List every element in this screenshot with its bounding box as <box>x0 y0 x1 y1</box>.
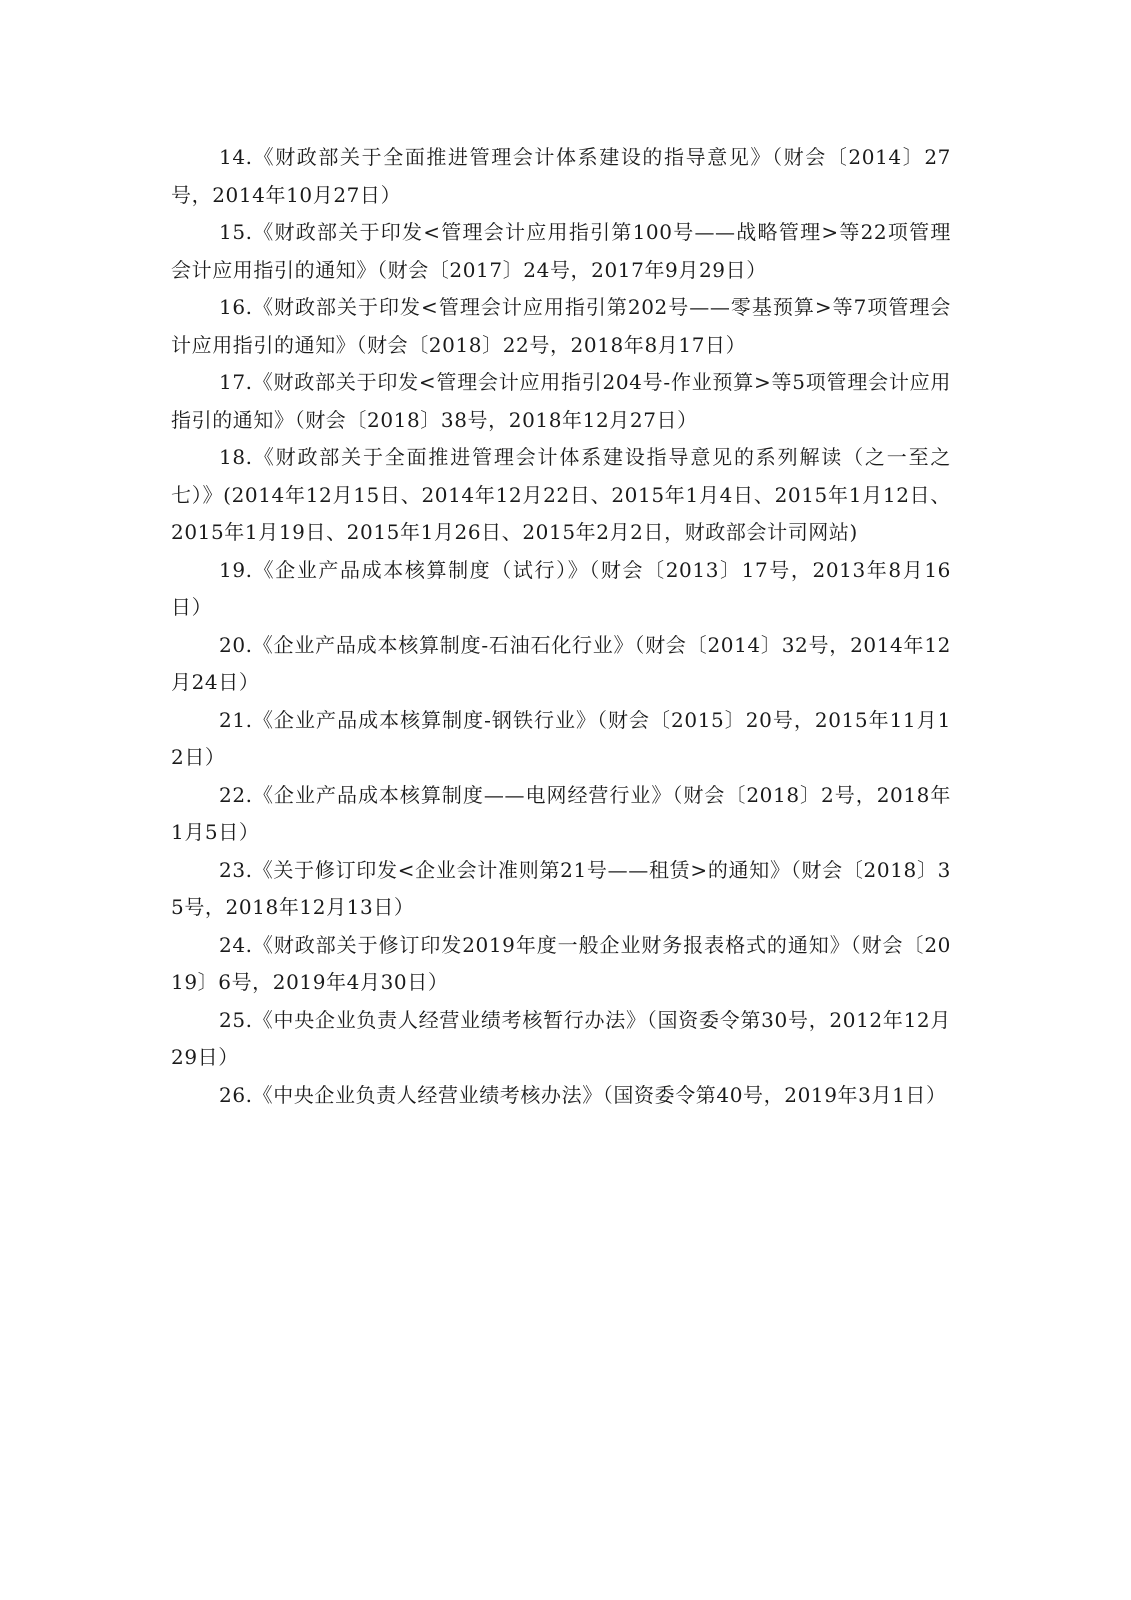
reference-item-22: 22.《企业产品成本核算制度——电网经营行业》（财会〔2018〕2号，2018年1月5日） <box>171 782 951 844</box>
reference-list <box>171 139 951 1114</box>
reference-item-21: 21.《企业产品成本核算制度-钢铁行业》（财会〔2015〕20号，2015年11月12日） <box>171 707 951 769</box>
reference-item-14: 14.《财政部关于全面推进管理会计体系建设的指导意见》（财会〔2014〕27号，2014年10月27日） <box>171 145 951 207</box>
reference-item-20: 20.《企业产品成本核算制度-石油石化行业》（财会〔2014〕32号，2014年12月24日） <box>171 632 951 694</box>
reference-item-26: 26.《中央企业负责人经营业绩考核办法》（国资委令第40号，2019年3月1日） <box>219 1082 947 1107</box>
reference-item-18: 18.《财政部关于全面推进管理会计体系建设指导意见的系列解读（之一至之七）》(2014年12月15日、2014年12月22日、2015年1月4日、2015年1月12日、2015年1月19日、2015年1月26日、2015年2月2日，财政部会计司网站) <box>171 445 951 544</box>
reference-item-19: 19.《企业产品成本核算制度（试行）》（财会〔2013〕17号，2013年8月16日） <box>171 557 951 619</box>
reference-item-17: 17.《财政部关于印发<管理会计应用指引204号-作业预算>等5项管理会计应用指引的通知》（财会〔2018〕38号，2018年12月27日） <box>171 370 951 432</box>
reference-item-25: 25.《中央企业负责人经营业绩考核暂行办法》（国资委令第30号，2012年12月29日） <box>171 1007 951 1069</box>
reference-item-16: 16.《财政部关于印发<管理会计应用指引第202号——零基预算>等7项管理会计应用指引的通知》（财会〔2018〕22号，2018年8月17日） <box>171 295 951 357</box>
reference-item-23: 23.《关于修订印发<企业会计准则第21号——租赁>的通知》（财会〔2018〕35号，2018年12月13日） <box>171 857 951 919</box>
reference-item-15: 15.《财政部关于印发<管理会计应用指引第100号——战略管理>等22项管理会计应用指引的通知》（财会〔2017〕24号，2017年9月29日） <box>171 220 951 282</box>
reference-item-24: 24.《财政部关于修订印发2019年度一般企业财务报表格式的通知》（财会〔2019〕6号，2019年4月30日） <box>171 932 951 994</box>
